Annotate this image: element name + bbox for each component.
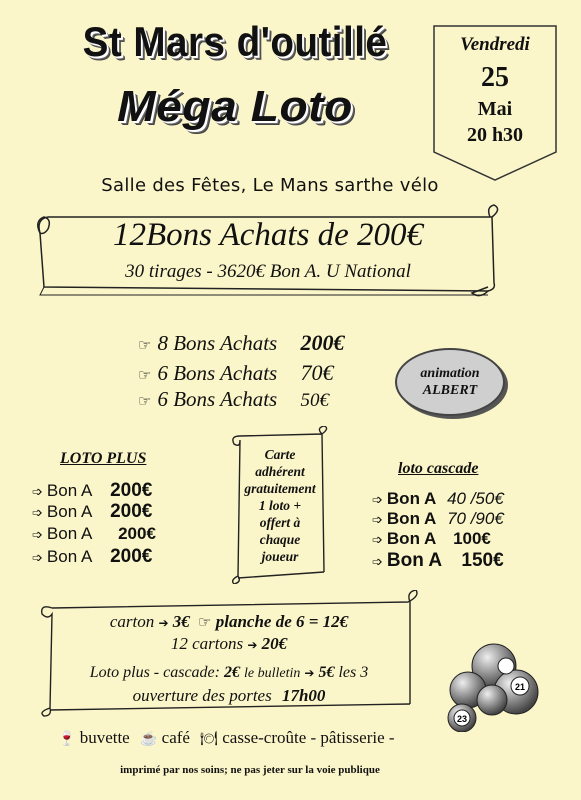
card-line: chaque <box>259 532 301 547</box>
row-amount: 200€ <box>110 480 153 501</box>
date-badge <box>432 24 558 184</box>
main-prize-subtitle: 30 tirages - 3620€ Bon A. U National <box>125 261 411 282</box>
animation-badge <box>395 348 505 416</box>
date-day-name: Vendredi <box>460 34 530 55</box>
row-label: Bon A <box>46 502 92 521</box>
date-day-number: 25 <box>481 62 509 93</box>
arrow-icon: ➔ <box>247 638 258 652</box>
prize-amount: 50€ <box>300 390 329 411</box>
cartons12-label: 12 cartons <box>170 634 244 653</box>
coffee-icon: ☕ <box>139 732 158 747</box>
loto-plus-row <box>32 480 152 502</box>
member-card-text <box>234 446 326 565</box>
row-amount: 200€ <box>118 524 156 543</box>
lotto-balls-illustration <box>446 640 546 732</box>
loto-plus-heading: LOTO PLUS <box>60 450 147 467</box>
pricing-scroll <box>32 590 426 718</box>
venue-text: Salle des Fêtes, Le Mans sarthe vélo <box>101 175 439 196</box>
bulletin-line <box>32 664 426 682</box>
loto-plus-row <box>32 546 152 568</box>
dish-icon: 🍽 <box>200 732 219 747</box>
ball-number: 23 <box>456 714 468 724</box>
prize-row <box>138 387 329 412</box>
arrow-icon: ➩ <box>32 550 43 565</box>
arrow-icon: ➩ <box>32 527 43 542</box>
doors-label: ouverture des portes <box>132 686 272 705</box>
bulletin-label: Loto plus - cascade: <box>89 664 220 681</box>
date-time: 20 h30 <box>466 124 524 146</box>
card-line: offert à <box>259 515 301 530</box>
doors-line <box>32 686 426 706</box>
prize-amount: 200€ <box>300 330 345 355</box>
bulletin-text: le bulletin <box>243 666 301 681</box>
animation-line1: animation <box>420 366 480 381</box>
arrow-icon: ➔ <box>304 666 315 680</box>
prize-label: Bons Achats <box>173 387 278 411</box>
row-amount: 150€ <box>461 550 504 571</box>
row-label: Bon A <box>46 547 92 566</box>
loto-cascade-row <box>372 489 504 509</box>
prize-label: Bons Achats <box>173 361 278 385</box>
arrow-icon: ➩ <box>372 492 383 507</box>
member-card-scroll <box>226 426 334 584</box>
loto-cascade-row <box>372 509 504 529</box>
card-line: joueur <box>261 549 299 564</box>
bulletin-price: 2€ <box>223 664 240 681</box>
pointing-hand-icon: ☞ <box>198 615 212 631</box>
carton-label: carton <box>109 612 155 631</box>
planche-text: planche de 6 = 12€ <box>215 612 349 631</box>
imprint-notice: imprimé par nos soins; ne pas jeter sur la voie publique <box>120 764 380 776</box>
snack-text: casse-croûte - pâtisserie - <box>222 728 395 747</box>
loto-cascade-heading: loto cascade <box>398 460 479 477</box>
row-amount: 200€ <box>110 546 153 567</box>
cafe-text: café <box>161 728 190 747</box>
animation-line2: ALBERT <box>422 383 478 398</box>
arrow-icon: ➩ <box>372 512 383 527</box>
pointing-hand-icon: ☞ <box>138 338 152 354</box>
pointing-hand-icon: ☞ <box>138 368 152 384</box>
glasses-icon: 🍷 <box>58 732 76 747</box>
row-amount: 100€ <box>453 529 491 548</box>
arrow-icon: ➩ <box>32 484 43 499</box>
les3-price: 5€ <box>318 664 335 681</box>
les3-text: les 3 <box>338 664 369 681</box>
row-label: Bon A <box>386 550 443 571</box>
row-amount: 200€ <box>110 501 153 522</box>
ball-number: 21 <box>514 682 526 692</box>
buvette-text: buvette <box>79 728 130 747</box>
loto-plus-row <box>32 501 152 523</box>
arrow-icon: ➩ <box>32 505 43 520</box>
prize-count: 8 <box>157 331 168 355</box>
arrow-icon: ➩ <box>372 532 383 547</box>
row-label: Bon A <box>386 529 437 548</box>
row-label: Bon A <box>46 524 92 543</box>
card-line: adhérent <box>255 464 305 479</box>
carton-price: 3€ <box>172 612 190 631</box>
prize-amount: 70€ <box>300 360 334 385</box>
arrow-icon: ➔ <box>158 616 169 630</box>
row-label: Bon A <box>386 509 437 528</box>
row-label: Bon A <box>386 489 437 508</box>
main-prize-title: 12Bons Achats de 200€ <box>112 217 424 253</box>
loto-cascade-row <box>372 529 491 549</box>
prize-row <box>138 360 333 386</box>
doors-time: 17h00 <box>281 686 326 705</box>
pointing-hand-icon: ☞ <box>138 394 152 410</box>
prize-count: 6 <box>157 387 168 411</box>
card-line: 1 loto + <box>258 498 302 513</box>
cartons12-price: 20€ <box>261 634 288 653</box>
row-amount: 40 /50€ <box>447 489 504 508</box>
title-line-2: Méga Loto <box>117 82 353 131</box>
row-label: Bon A <box>46 481 92 500</box>
arrow-icon: ➩ <box>372 554 383 569</box>
loto-plus-row <box>32 524 156 544</box>
prize-label: Bons Achats <box>173 331 278 355</box>
main-prize-scroll <box>30 203 506 301</box>
refreshments-line <box>58 728 438 748</box>
carton-line <box>32 612 426 632</box>
cartons12-line <box>32 634 426 654</box>
prize-count: 6 <box>157 361 168 385</box>
card-line: gratuitement <box>244 481 316 496</box>
card-line: Carte <box>264 447 296 462</box>
row-amount: 70 /90€ <box>447 509 504 528</box>
loto-cascade-row <box>372 550 504 572</box>
date-month: Mai <box>477 98 513 120</box>
title-line-1: St Mars d'outillé <box>82 18 388 65</box>
prize-row <box>138 330 344 356</box>
